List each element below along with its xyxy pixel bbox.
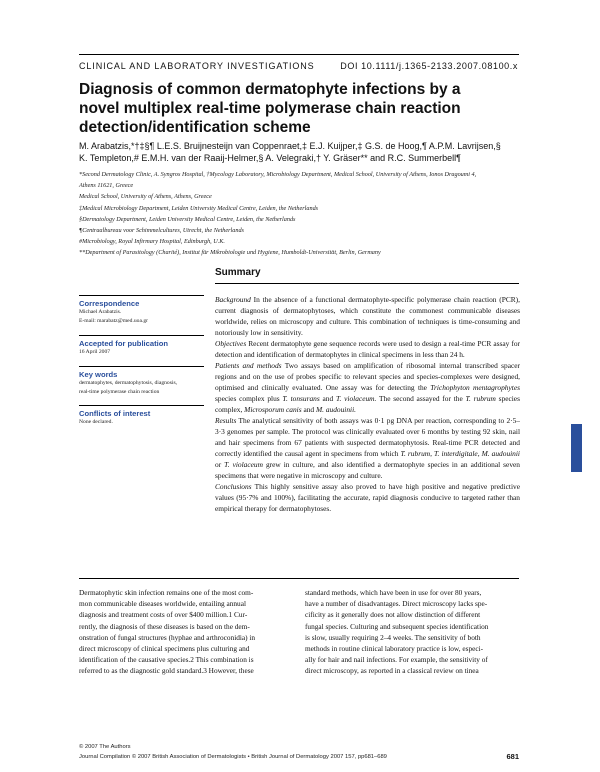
affiliation-line: Medical School, University of Athens, Athens, Greece bbox=[79, 193, 212, 201]
correspondence-block bbox=[79, 295, 204, 325]
side-rule bbox=[79, 335, 204, 336]
species-name: M. audouinii. bbox=[315, 405, 357, 414]
body-line: referred to as the diagnostic gold standard.3 However, these bbox=[79, 666, 254, 676]
abstract-label: Conclusions bbox=[215, 482, 252, 491]
keywords-heading: Key words bbox=[79, 370, 118, 379]
species-name: Microsporum canis bbox=[244, 405, 302, 414]
species-name: T. violaceum bbox=[224, 460, 263, 469]
conflicts-block bbox=[79, 405, 204, 427]
correspondence-name: Michael Arabatzis. bbox=[79, 309, 122, 315]
abstract-objectives bbox=[215, 338, 520, 360]
body-rule bbox=[79, 578, 519, 579]
conflicts-text: None declared. bbox=[79, 419, 113, 425]
species-name: T. rubrum, T. interdigitale, M. audouinii bbox=[400, 449, 520, 458]
body-line: identification of the causative species.2 This combination is bbox=[79, 655, 254, 665]
body-line: direct microscopy of clinical specimens plus culturing and bbox=[79, 644, 250, 654]
section-tab-marker bbox=[571, 424, 582, 472]
abstract-text: Two assays based on amplification of ribosomal internal transcribed spacer regions and on the use of probes specific to relevant species and species-complexes were designed, optimised and clinically evaluated. One assay was for detecting the bbox=[215, 361, 520, 392]
body-line: rently, the diagnosis of these diseases is based on the dem- bbox=[79, 621, 250, 631]
body-line: cificity as it generally does not allow distinction of different bbox=[305, 610, 481, 620]
affiliation-line: ¶Centraalbureau voor Schimmelcultures, Utrecht, the Netherlands bbox=[79, 227, 244, 235]
species-name: Trichophyton mentagrophytes bbox=[430, 383, 520, 392]
abstract bbox=[215, 294, 520, 514]
abstract-text: and bbox=[303, 405, 315, 414]
accepted-date: 16 April 2007 bbox=[79, 349, 111, 355]
abstract-methods bbox=[215, 360, 520, 415]
abstract-label: Objectives bbox=[215, 339, 247, 348]
conflicts-heading: Conflicts of interest bbox=[79, 409, 151, 418]
author-line: M. Arabatzis,*†‡§¶ L.E.S. Bruijnesteijn van Coppenraet,‡ E.J. Kuijper,‡ G.S. de Hoog,¶ A.P.M. Lavrijsen,§ bbox=[79, 141, 501, 151]
body-line: direct microscopy, as reported in a classical review on tinea bbox=[305, 666, 479, 676]
body-line: diagnosis and treatment costs of over $400 million.1 Cur- bbox=[79, 610, 248, 620]
abstract-label: Results bbox=[215, 416, 237, 425]
summary-rule bbox=[215, 283, 519, 284]
abstract-text: species complex, bbox=[215, 394, 520, 414]
body-line: standard methods, which have been in use for over 80 years, bbox=[305, 588, 482, 597]
abstract-text: Recent dermatophyte gene sequence records were used to design a real-time PCR assay for detection and identification of dermatophytes in clinical specimens in less than 24 h. bbox=[215, 339, 520, 359]
body-line: onstration of fungal structures (hyphae and arthroconidia) in bbox=[79, 632, 256, 642]
affiliation-line: **Department of Parasitology (Charité), Institut für Mikrobiologie und Hygiene, Humboldt-Universität, Berlin, Germany bbox=[79, 249, 381, 257]
body-column-left bbox=[79, 587, 294, 677]
affiliation-line: Athens 11621, Greece bbox=[79, 182, 134, 190]
affiliations bbox=[79, 169, 524, 259]
keywords-line: real-time polymerase chain reaction bbox=[79, 388, 160, 395]
abstract-label: Background bbox=[215, 295, 251, 304]
header-rule bbox=[79, 54, 519, 55]
abstract-text: species complex plus bbox=[215, 394, 280, 403]
abstract-text: and bbox=[322, 394, 334, 403]
accepted-block bbox=[79, 335, 204, 357]
species-name: T. tonsurans bbox=[282, 394, 320, 403]
side-rule bbox=[79, 405, 204, 406]
abstract-text: or bbox=[215, 460, 222, 469]
title-line: Diagnosis of common dermatophyte infections by a bbox=[79, 81, 461, 98]
abstract-text: This highly sensitive assay also proved to have high positive and negative predictive values (95·7% and 100%), facilitating the accurate, rapid diagnosis conducive to targeted rather than empirical therapy for dermatophytoses. bbox=[215, 482, 521, 513]
body-column-right bbox=[305, 587, 520, 677]
body-line: have a number of disadvantages. Direct microscopy lacks spe- bbox=[305, 599, 488, 609]
body-line: mon communicable diseases worldwide, entailing annual bbox=[79, 599, 246, 609]
article-title bbox=[79, 80, 519, 137]
page-footer bbox=[79, 742, 519, 762]
abstract-text: The second assayed for the bbox=[379, 394, 463, 403]
accepted-heading: Accepted for publication bbox=[79, 339, 169, 348]
author-line: K. Templeton,# E.M.H. van der Raaij-Helmer,§ A. Velegraki,† Y. Gräser** and R.C. Summerbell¶ bbox=[79, 152, 462, 163]
abstract-background bbox=[215, 294, 520, 338]
copyright-line: © 2007 The Authors bbox=[79, 744, 131, 750]
body-line: is slow, usually requiring 2–4 weeks. The sensitivity of both bbox=[305, 632, 481, 642]
body-line: Dermatophytic skin infection remains one of the most com- bbox=[79, 588, 254, 597]
abstract-results bbox=[215, 415, 520, 481]
author-list bbox=[79, 141, 524, 164]
abstract-text: The analytical sensitivity of both assays was 0·1 pg DNA per reaction, corresponding to 2·5–3·3 genomes per sample. The protocol was clinically evaluated over 6 months by testing 92 skin, nail and hair specimens from 67 patients with suspected dermatophytosis. Real-time PCR detected and correctly identified the causal agent in specimens from which bbox=[215, 416, 520, 458]
body-line: fungal species. Culturing and subsequent species identification bbox=[305, 621, 489, 631]
abstract-text: grew in culture, and also identified a dermatophyte species in an additional seven specimens that were negative in microscopy and culture. bbox=[215, 460, 520, 480]
doi-link[interactable]: DOI 10.1111/j.1365-2133.2007.08100.x bbox=[340, 61, 518, 71]
keywords-line: dermatophytes, dermatophytosis, diagnosis, bbox=[79, 380, 178, 386]
species-name: T. rubrum bbox=[465, 394, 496, 403]
abstract-text: In the absence of a functional dermatophyte-specific polymerase chain reaction (PCR), current diagnosis of dermatophytoses, which constitute the commonest communicable diseases worldwide, relies on microscopy and culture. This combination of techniques is time-consuming and notoriously low in sensitivity. bbox=[215, 295, 520, 337]
abstract-label: Patients and methods bbox=[215, 361, 282, 370]
summary-heading: Summary bbox=[215, 267, 261, 278]
section-label: CLINICAL AND LABORATORY INVESTIGATIONS bbox=[79, 61, 315, 71]
side-rule bbox=[79, 295, 204, 296]
body-line: ally for hair and nail infections. For example, the sensitivity of bbox=[305, 655, 488, 665]
abstract-conclusions bbox=[215, 481, 520, 514]
body-line: methods in routine clinical laboratory practice is low, especi- bbox=[305, 644, 484, 654]
keywords-block bbox=[79, 366, 204, 396]
affiliation-line: #Microbiology, Royal Infirmary Hospital, Edinburgh, U.K. bbox=[79, 238, 225, 246]
page-number: 681 bbox=[506, 752, 519, 761]
correspondence-heading: Correspondence bbox=[79, 299, 140, 308]
affiliation-line: §Dermatology Department, Leiden University Medical Centre, Leiden, the Netherlands bbox=[79, 215, 296, 223]
journal-line: Journal Compilation © 2007 British Association of Dermatologists • British Journal of Dermatology 2007 157, pp681–689 bbox=[79, 754, 387, 760]
side-rule bbox=[79, 366, 204, 367]
title-line: novel multiplex real-time polymerase chain reaction bbox=[79, 100, 461, 117]
species-name: T. violaceum. bbox=[335, 394, 377, 403]
correspondence-email[interactable]: E-mail: marabatz@med.uoa.gr bbox=[79, 317, 148, 324]
title-line: detection/identification scheme bbox=[79, 119, 311, 136]
affiliation-line: ‡Medical Microbiology Department, Leiden University Medical Centre, Leiden, the Netherlands bbox=[79, 204, 319, 212]
affiliation-line: *Second Dermatology Clinic, A. Syngros Hospital, †Mycology Laboratory, Microbiology Department, Medical School, University of Athens, Ionos Dragoumi 4, bbox=[79, 171, 477, 178]
